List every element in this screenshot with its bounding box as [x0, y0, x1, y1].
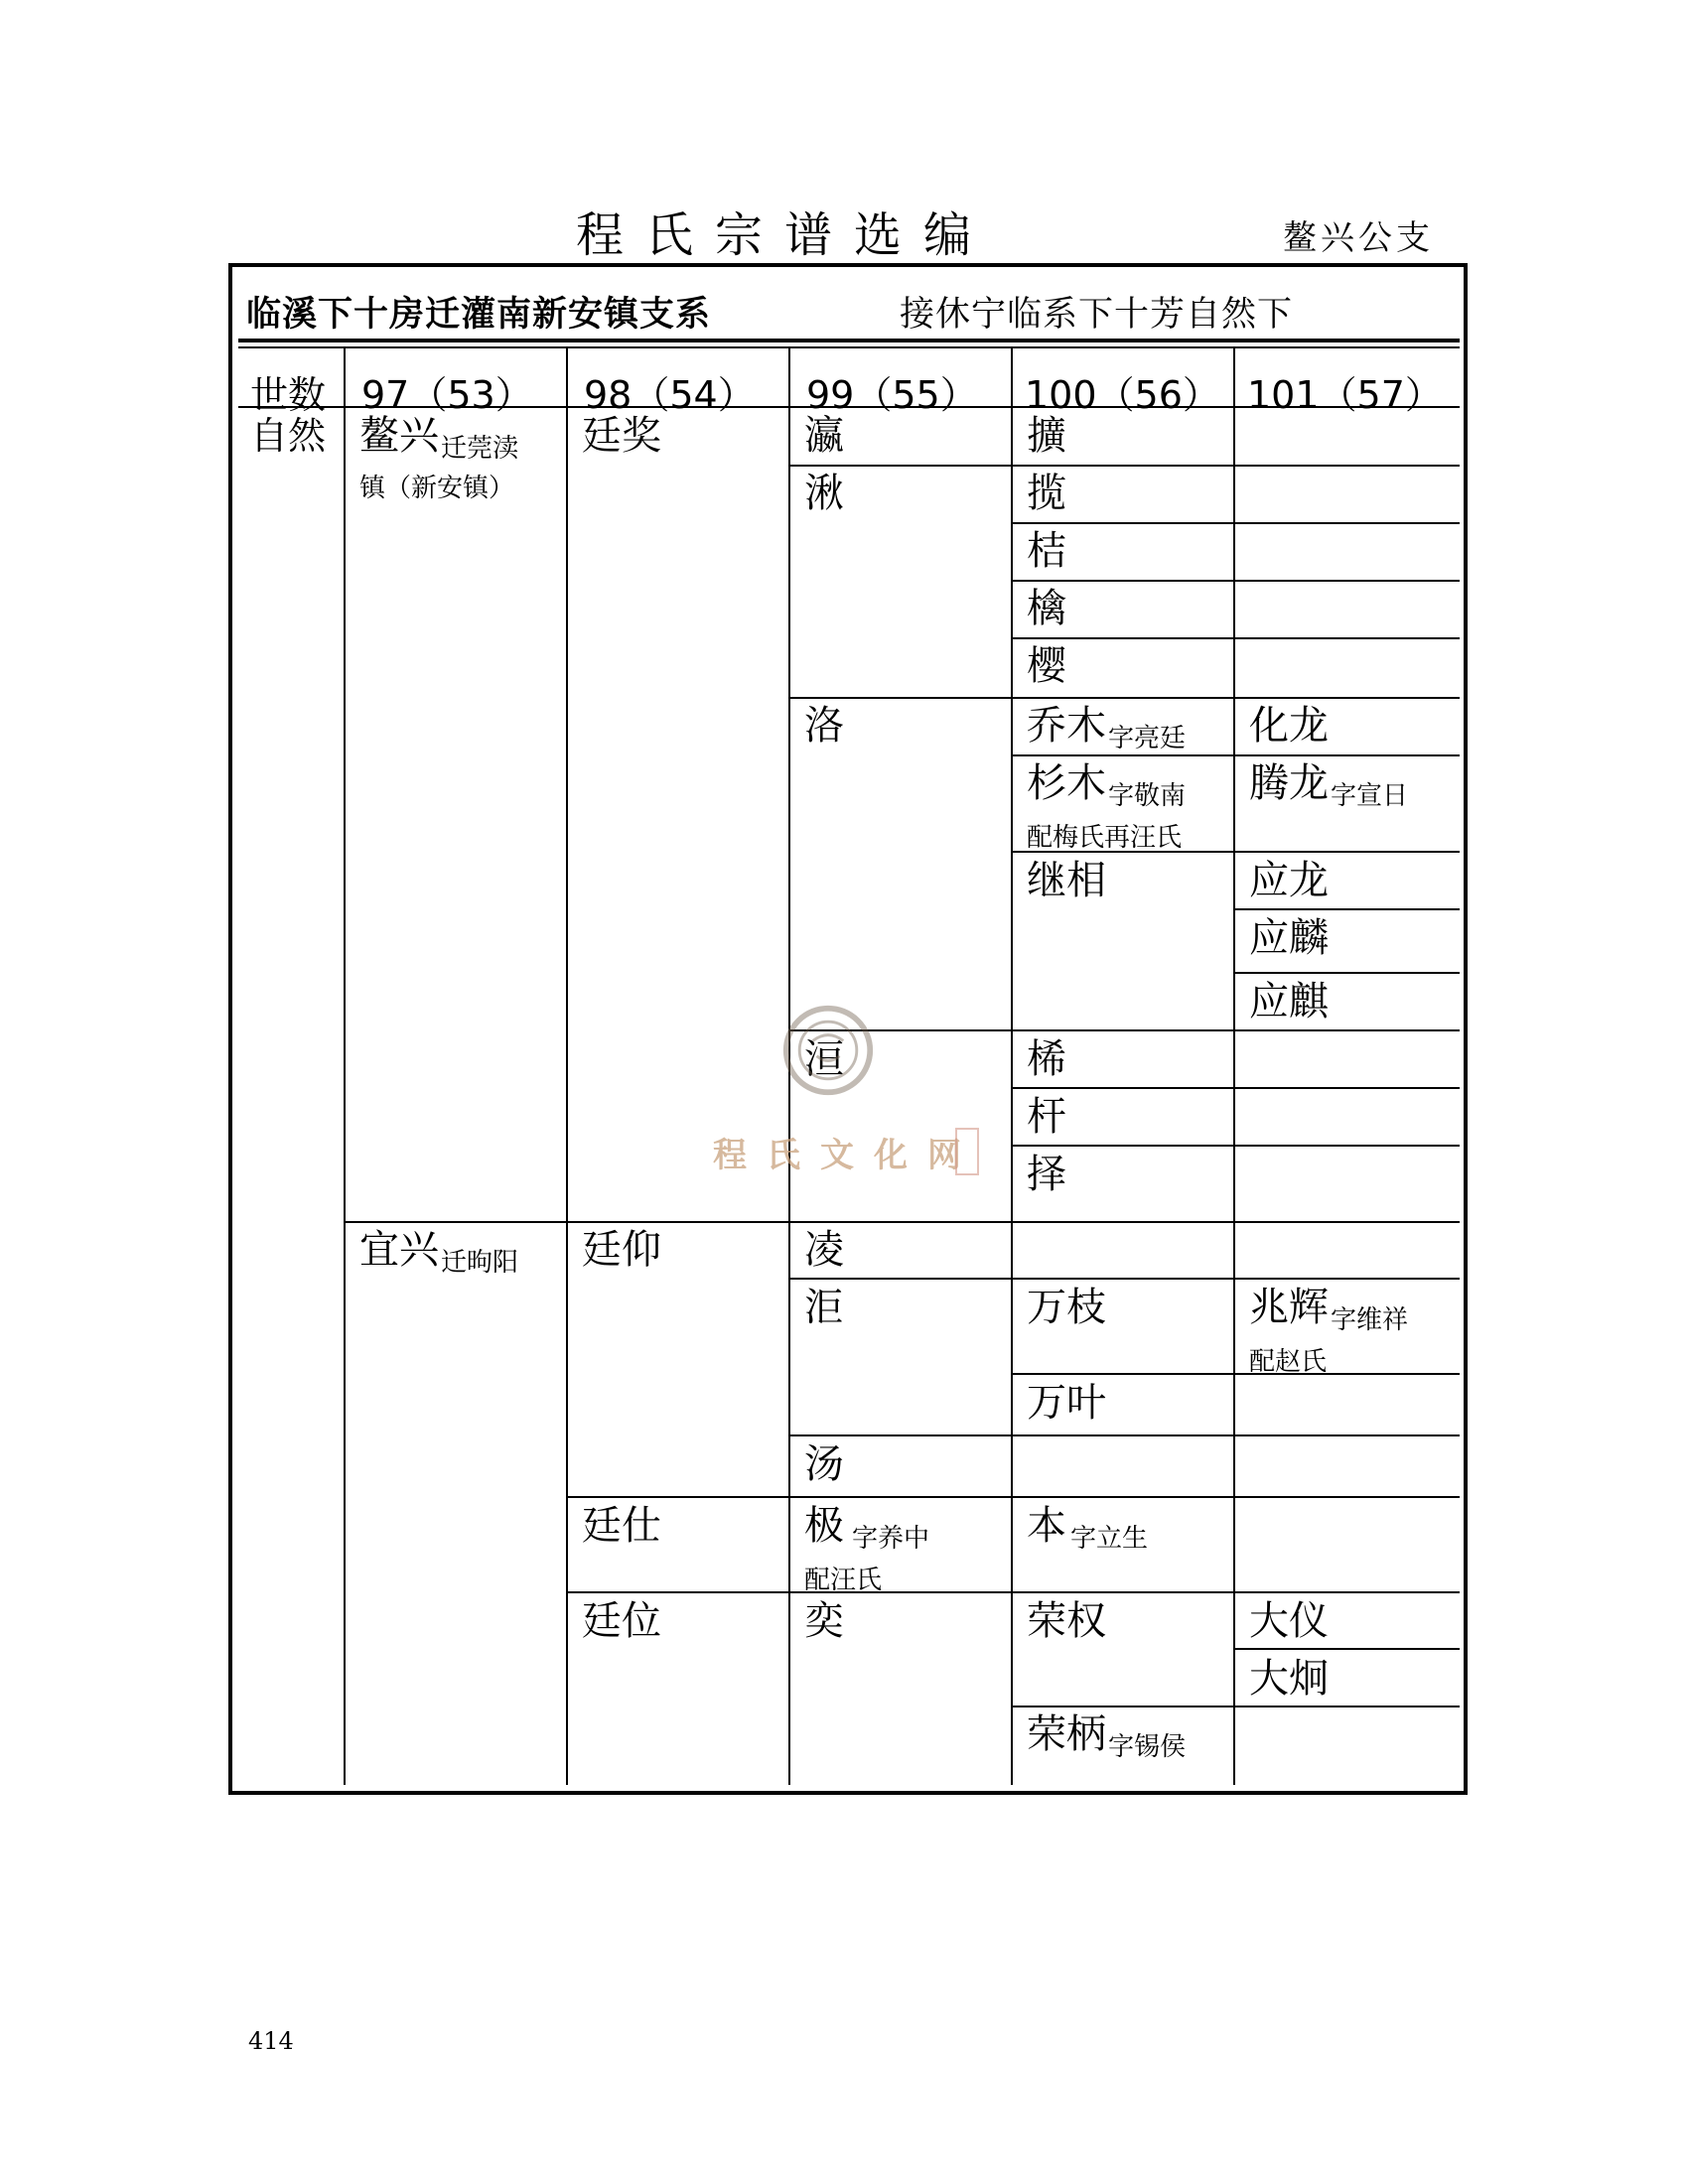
- gen99-note: 配汪氏: [804, 1566, 883, 1595]
- col0-value: 自然: [250, 414, 327, 458]
- gen98-name: 廷位: [582, 1598, 661, 1644]
- row-line: [344, 1221, 566, 1223]
- gen100-note: 字敬南: [1108, 781, 1187, 811]
- section-tag: 鳌兴公支: [1283, 218, 1434, 258]
- gen100-name: 万枝: [1027, 1285, 1106, 1330]
- gen101-name: 应龙: [1249, 858, 1329, 903]
- row-line: [1011, 1434, 1460, 1436]
- gen101-note: 字维祥: [1331, 1305, 1409, 1335]
- gen99-name: 洰: [804, 1285, 844, 1330]
- heading-divider: [238, 346, 1460, 348]
- gen98-name: 廷仕: [582, 1503, 661, 1549]
- gen100-name: 万叶: [1027, 1380, 1106, 1426]
- gen100-name: 乔木: [1027, 703, 1106, 749]
- gen99-name: 极: [804, 1503, 844, 1549]
- row-line: [1011, 754, 1460, 756]
- gen101-note: 字宣日: [1331, 781, 1409, 811]
- gen100-note: 字锡侯: [1108, 1732, 1187, 1762]
- row-line: [1011, 522, 1460, 524]
- row-line: [788, 465, 1011, 467]
- page-title: 程氏宗谱选编: [576, 207, 994, 263]
- gen99-name: 奕: [804, 1598, 844, 1644]
- col-line: [1233, 348, 1235, 1785]
- gen101-name: 应麟: [1249, 915, 1329, 961]
- gen100-name: 荣柄: [1027, 1711, 1106, 1757]
- gen101-name: 腾龙: [1249, 760, 1329, 806]
- gen100-name: 檎: [1027, 586, 1066, 631]
- row-line: [1011, 1145, 1460, 1147]
- table-heading-bold: 临溪下十房迁灌南新安镇支系: [246, 295, 712, 335]
- row-line: [1011, 465, 1460, 467]
- gen101-name: 应麒: [1249, 979, 1329, 1024]
- col-line: [1011, 348, 1013, 1785]
- seal-watermark-icon: [780, 1003, 876, 1098]
- row-line: [1011, 1373, 1460, 1375]
- gen99-name: 湫: [804, 471, 844, 516]
- row-line: [1011, 637, 1460, 639]
- gen101-name: 化龙: [1249, 703, 1329, 749]
- row-line: [1011, 1278, 1460, 1280]
- row-line: [1011, 1029, 1460, 1031]
- row-line: [788, 1434, 1011, 1436]
- gen100-note: 字亮廷: [1108, 724, 1187, 753]
- gen99-name: 洛: [804, 703, 844, 749]
- gen97-name: 鳌兴: [359, 413, 439, 459]
- col-header-gen100: 100（56）: [1025, 373, 1220, 417]
- gen100-name: 择: [1027, 1152, 1066, 1197]
- table-heading-note: 接休宁临系下十芳自然下: [900, 295, 1294, 335]
- row-line: [566, 1221, 788, 1223]
- gen98-name: 廷奖: [582, 413, 661, 459]
- gen98-name: 廷仰: [582, 1227, 661, 1273]
- gen99-name: 瀛: [804, 413, 844, 459]
- row-line: [1233, 972, 1460, 974]
- col-header-gen99: 99（55）: [806, 373, 978, 417]
- gen97-note: 镇（新安镇）: [359, 474, 515, 503]
- row-line: [788, 1496, 1460, 1498]
- watermark-text: 程氏文化网: [713, 1136, 981, 1175]
- col-header-generation: 世数: [250, 373, 327, 417]
- table-heading: [238, 273, 1460, 342]
- gen100-name: 樱: [1027, 643, 1066, 689]
- row-line: [566, 1591, 788, 1593]
- row-line: [1011, 851, 1460, 853]
- col-header-gen98: 98（54）: [584, 373, 756, 417]
- col-line: [344, 348, 346, 1785]
- row-line: [1011, 1706, 1460, 1707]
- gen101-name: 兆辉: [1249, 1285, 1329, 1330]
- gen100-name: 桔: [1027, 528, 1066, 574]
- col-header-gen97: 97（53）: [361, 373, 533, 417]
- gen97-name: 宜兴: [359, 1227, 439, 1273]
- row-line: [566, 1496, 788, 1498]
- gen99-name: 凌: [804, 1227, 844, 1273]
- row-line: [788, 697, 1011, 699]
- row-line: [1011, 1087, 1460, 1089]
- gen100-name: 杆: [1027, 1094, 1066, 1140]
- gen100-note: 配梅氏再汪氏: [1027, 823, 1183, 853]
- watermark-stamp-icon: [955, 1128, 979, 1175]
- gen100-note: 字立生: [1070, 1524, 1149, 1554]
- gen100-name: 继相: [1027, 858, 1106, 903]
- gen97-note: 迁莞渎: [441, 434, 519, 464]
- row-line: [788, 1278, 1011, 1280]
- row-line: [1233, 1648, 1460, 1650]
- gen100-name: 荣权: [1027, 1598, 1106, 1644]
- col-header-gen101: 101（57）: [1247, 373, 1443, 417]
- gen100-name: 杉木: [1027, 760, 1106, 806]
- gen99-note: 字养中: [852, 1524, 930, 1554]
- col-line: [566, 348, 568, 1785]
- gen99-name: 洹: [804, 1036, 844, 1082]
- gen101-name: 大炯: [1249, 1656, 1329, 1702]
- row-line: [1011, 697, 1460, 699]
- gen100-name: 本: [1027, 1503, 1066, 1549]
- gen100-name: 擴: [1027, 413, 1066, 459]
- gen97-note: 迁昫阳: [441, 1248, 519, 1278]
- row-line: [788, 1221, 1460, 1223]
- page-number: 414: [248, 2027, 294, 2055]
- gen101-name: 大仪: [1249, 1598, 1329, 1644]
- row-line: [1233, 908, 1460, 910]
- gen101-note: 配赵氏: [1249, 1347, 1328, 1377]
- gen99-name: 汤: [804, 1441, 844, 1487]
- gen100-name: 揽: [1027, 471, 1066, 516]
- row-line: [1011, 580, 1460, 582]
- gen100-name: 桸: [1027, 1036, 1066, 1082]
- row-line: [788, 1591, 1460, 1593]
